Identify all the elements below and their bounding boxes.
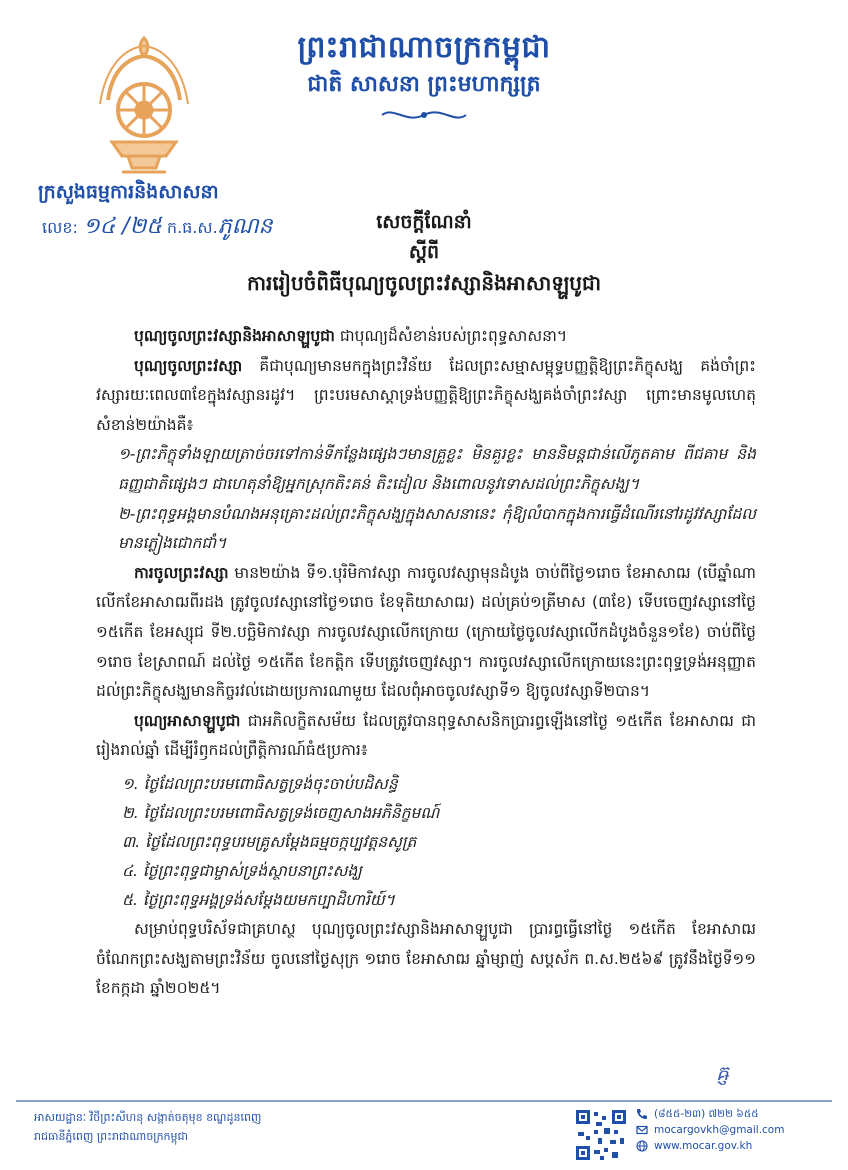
ref-suffix: ក.ធ.ស. <box>166 218 218 237</box>
kingdom-title: ព្រះរាជាណាចក្រកម្ពុជា <box>297 30 551 65</box>
email-icon <box>636 1124 648 1136</box>
national-motto: ជាតិ សាសនា ព្រះមហាក្សត្រ <box>307 72 541 97</box>
list-item: ៤. ថ្ងៃព្រះពុទ្ធជាម្ចាស់ទ្រង់ស្ថាបនាព្រះសង្ឃ <box>122 861 362 880</box>
list-item: ៣. ថ្ងៃដែលព្រះពុទ្ធបរមគ្រូសម្ដែងធម្មចក្កប្បវត្តនសូត្រ <box>122 832 417 851</box>
paragraph-intro: បុណ្យចូលព្រះវស្សានិងអាសាឡ្ហបូជា ជាបុណ្យដ៏សំខាន់របស់ព្រះពុទ្ធសាសនា។ <box>134 327 568 345</box>
events-list <box>96 770 756 915</box>
ref-number: ១៤ <box>82 214 116 239</box>
footer-address-line-2: រាជធានីភ្នំពេញ ព្រះរាជាណាចក្រកម្ពុជា <box>34 1130 188 1143</box>
qr-code[interactable] <box>574 1108 628 1162</box>
ministry-name: ក្រសួងធម្មការនិងសាសនា <box>38 181 219 203</box>
footer-address-line-1: អាសយដ្ឋានៈ វិថីព្រះសីហនុ សង្កាត់ចតុមុខ ខណ្ឌដូនពេញ <box>34 1111 262 1124</box>
globe-icon <box>636 1140 648 1152</box>
footer-contact <box>636 1106 784 1154</box>
ref-prefix: លេខ: <box>42 218 78 237</box>
paragraph-vassa: បុណ្យចូលព្រះវស្សា គឺជាបុណ្យមានមកក្នុងព្រះវិន័យ ដែលព្រះសម្មាសម្ពុទ្ធបញ្ញត្តិឱ្យព្រះភិក្ខុសង្ឃ គង់ចាំព្រះវស្សារយៈពេល៣ខែក្នុងវស្សានរដូវ។ ព្រះបរមសាស្ដាទ្រង់បញ្ញត្តិឱ្យព្រះភិក្ខុសង្ឃគង់ចាំព្រះវស្សា ព្រោះមានមូលហេតុសំខាន់២យ៉ាងគឺ៖ <box>96 356 756 434</box>
contact-email[interactable]: mocargovkh@gmail.com <box>636 1122 784 1138</box>
signature-initials: ឝ្ញ <box>716 1061 729 1085</box>
document-topic: ការរៀបចំពិធីបុណ្យចូលព្រះវស្សានិងអាសាឡ្ហបូជា <box>246 271 602 295</box>
list-item: ១. ថ្ងៃដែលព្រះបរមពោធិសត្វទ្រង់ចុះចាប់បដិសន្ធិ <box>122 774 398 793</box>
document-subtitle: ស្ដីពី <box>408 241 440 263</box>
document-body <box>96 322 756 1004</box>
document-title: សេចក្ដីណែនាំ <box>376 211 472 233</box>
contact-phone: (៨៥៥-២៣) ៧២២ ៦៥៥ <box>636 1106 784 1122</box>
list-item: ២. ថ្ងៃដែលព្រះបរមពោធិសត្វទ្រង់ចេញសាងអភិនិក្ខមណ៍ <box>122 803 440 822</box>
list-item: ៥. ថ្ងៃព្រះពុទ្ធអង្គទ្រង់សម្ដែងយមកប្បាដិហារិយ៍។ <box>122 890 395 909</box>
reason-2: ២-ព្រះពុទ្ធអង្គមានបំណងអនុគ្រោះដល់ព្រះភិក្ខុសង្ឃក្នុងសាសនានេះ កុំឱ្យលំបាកក្នុងការធ្វើដំណើរនៅរដូវវស្សាដែលមានភ្លៀងជោកជាំ។ <box>118 504 756 553</box>
contact-website[interactable]: www.mocar.gov.kh <box>636 1138 784 1154</box>
ref-year: ២៥ <box>129 214 162 239</box>
footer-divider <box>16 1100 832 1102</box>
ref-handwritten: ភូណន <box>217 214 273 239</box>
paragraph-vassa-types: ការចូលព្រះវស្សា មាន២យ៉ាង ទី១.បុរិមិកាវស្សា ការចូលវស្សាមុនដំបូង ចាប់ពីថ្ងៃ១រោច ខែអាសាឍ (បើឆ្នាំណាលើកខែអាសាឍពីរដង ត្រូវចូលវស្សានៅថ្ងៃ១រោច ខែទុតិយាសាឍ) ដល់គ្រប់១ត្រីមាស (៣ខែ) ទើបចេញវស្សានៅថ្ងៃ ១៥កើត ខែអស្សុជ ទី២.បច្ឆិមិកាវស្សា ការចូលវស្សាលើកក្រោយ (ក្រោយថ្ងៃចូលវស្សាលើកដំបូងចំនួន១ខែ) ចាប់ពីថ្ងៃ ១រោច ខែស្រាពណ៍ ដល់ថ្ងៃ ១៥កើត ខែកត្តិក ទើបត្រូវចេញវស្សា។ ការចូលវស្សាលើកក្រោយនេះព្រះពុទ្ធទ្រង់អនុញ្ញាតដល់ព្រះភិក្ខុសង្ឃមានកិច្ចរវល់ដោយប្រការណាមួយ ដែលពុំអាចចូលវស្សាទី១ ឱ្យចូលវស្សាទី២បាន។ <box>96 563 756 701</box>
reason-1: ១-ព្រះភិក្ខុទាំងឡាយត្រាច់ចរទៅកាន់ទីកន្លែងផ្សេងៗមានគ្រួខ្លះ មិនគួរខ្លះ មាននិមន្តជាន់លើភូតគាម ពីជគាម និងធញ្ញជាតិផ្សេងៗ ជាហេតុនាំឱ្យអ្នកស្រុកតិះគន់ តិះដៀល និងពោលនូវទោសដល់ព្រះភិក្ខុសង្ឃ។ <box>118 445 756 493</box>
paragraph-asalha: បុណ្យអាសាឡ្ហបូជា ជាអភិលក្ខិតសម័យ ដែលត្រូវបានពុទ្ធសាសនិកប្រារព្ធឡើងនៅថ្ងៃ ១៥កើត ខែអាសាឍ ជារៀងរាល់ឆ្នាំ ដើម្បីរំឭកដល់ព្រឹត្តិការណ៍ធំ៥ប្រការ៖ <box>96 711 756 760</box>
reference-number: លេខ: ១៤ /២៥ ក.ធ.ស.ភូណន <box>42 214 273 239</box>
phone-icon <box>636 1108 648 1120</box>
motto-ornament <box>378 104 470 126</box>
paragraph-laity: សម្រាប់ពុទ្ធបរិស័ទជាគ្រហស្ថ បុណ្យចូលព្រះវស្សានិងអាសាឡ្ហបូជា ប្រារព្ធធ្វើនៅថ្ងៃ ១៥កើត ខែអាសាឍ ចំណែកព្រះសង្ឃតាមព្រះវិន័យ ចូលនៅថ្ងៃសុក្រ ១រោច ខែអាសាឍ ឆ្នាំម្សាញ់ សប្តស័ក ព.ស.២៥៦៩ ត្រូវនឹងថ្ងៃទី១១ ខែកក្កដា ឆ្នាំ២០២៥។ <box>96 919 756 998</box>
